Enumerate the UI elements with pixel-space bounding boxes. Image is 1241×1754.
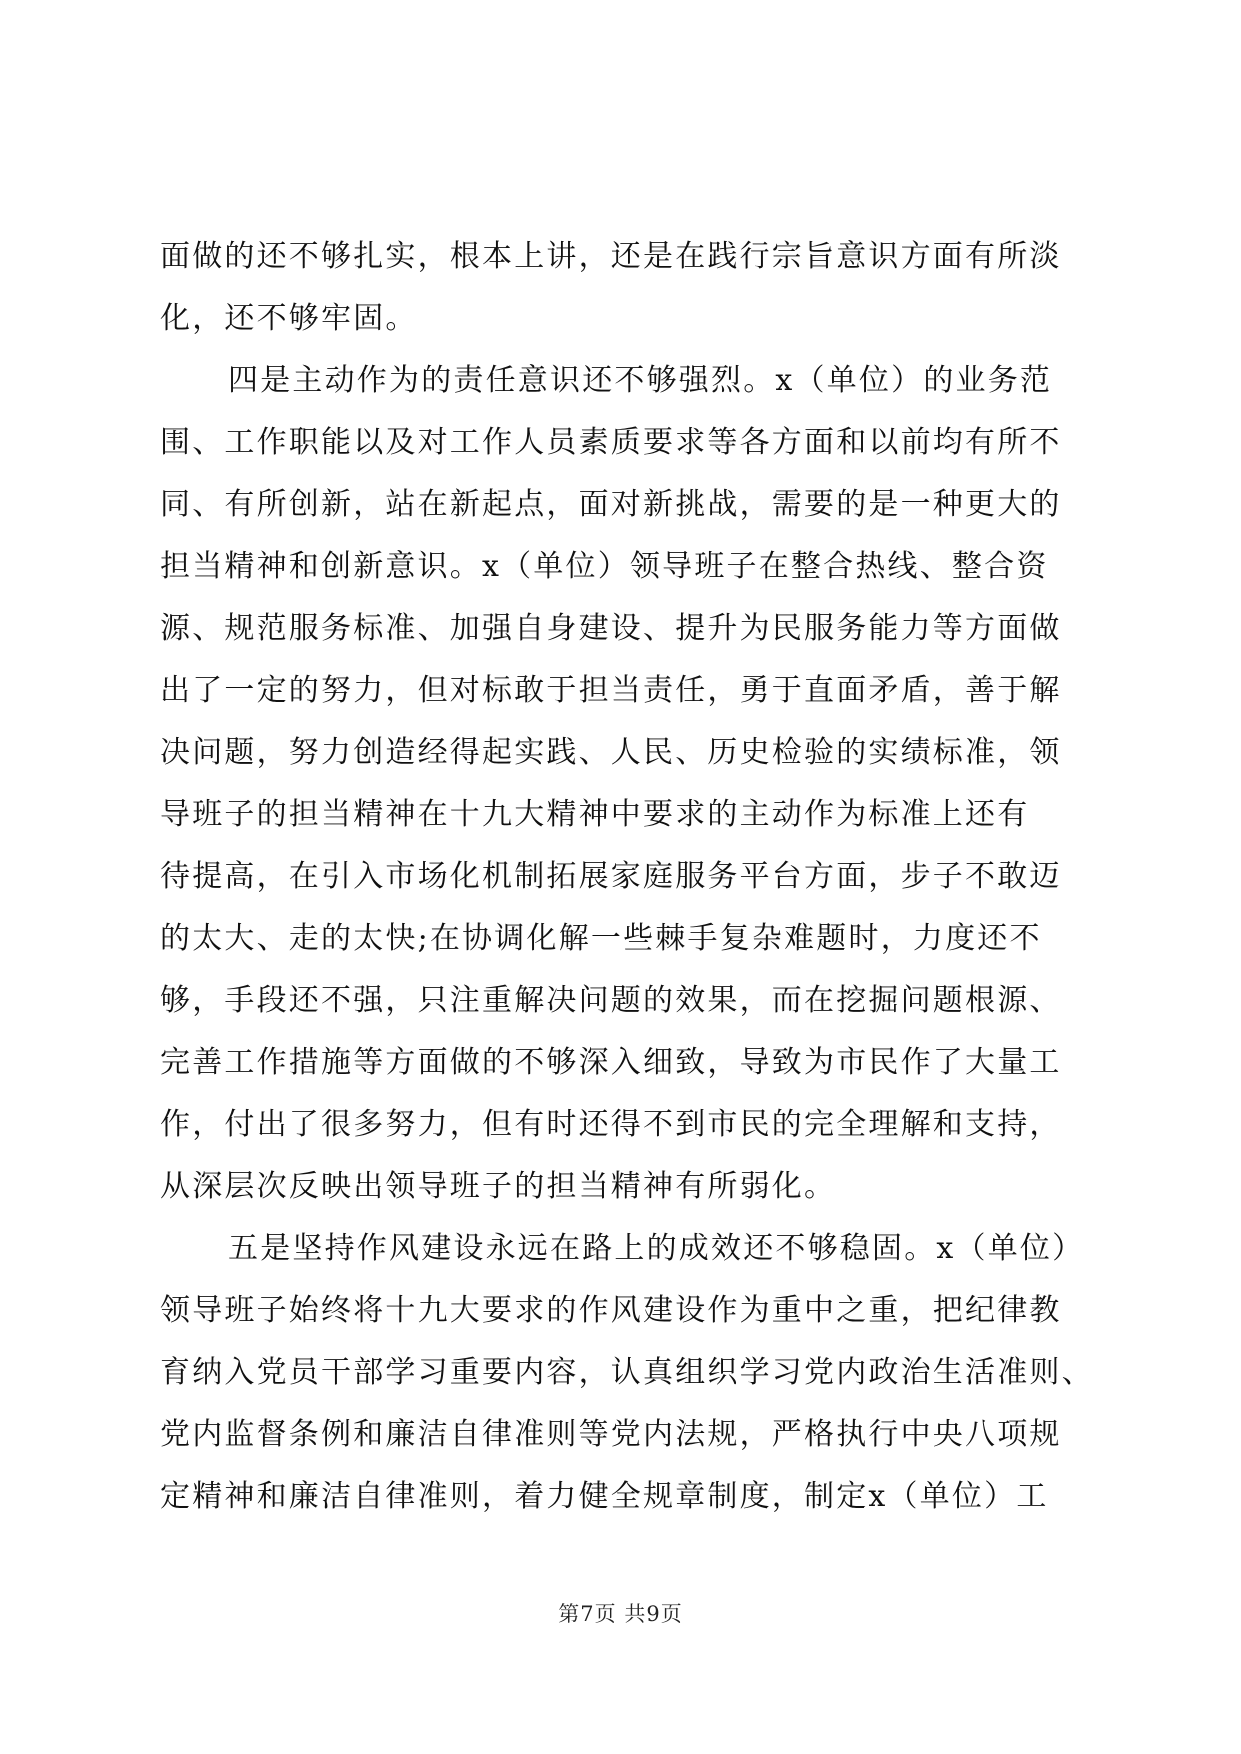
- text-line: 围、工作职能以及对工作人员素质要求等各方面和以前均有所不: [160, 425, 1062, 460]
- page-footer: [0, 1598, 1241, 1628]
- text-line: 作，付出了很多努力，但有时还得不到市民的完全理解和支持，: [160, 1107, 1062, 1142]
- text-line: 出了一定的努力，但对标敢于担当责任，勇于直面矛盾，善于解: [160, 673, 1062, 708]
- text-line: 的太大、走的太快;在协调化解一些棘手复杂难题时，力度还不: [160, 921, 1042, 956]
- text-line: 化，还不够牢固。: [160, 301, 418, 336]
- paragraph-start-line: 四是主动作为的责任意识还不够强烈。x（单位）的业务范: [228, 363, 1053, 398]
- paragraph-start-line: 五是坚持作风建设永远在路上的成效还不够稳固。x（单位）: [228, 1231, 1085, 1266]
- text-line: 待提高，在引入市场化机制拓展家庭服务平台方面，步子不敢迈: [160, 859, 1062, 894]
- text-line: 担当精神和创新意识。x（单位）领导班子在整合热线、整合资: [160, 549, 1049, 584]
- text-line: 同、有所创新，站在新起点，面对新挑战，需要的是一种更大的: [160, 487, 1062, 522]
- text-line: 源、规范服务标准、加强自身建设、提升为民服务能力等方面做: [160, 611, 1062, 646]
- text-line: 从深层次反映出领导班子的担当精神有所弱化。: [160, 1169, 837, 1204]
- text-line: 完善工作措施等方面做的不够深入细致，导致为市民作了大量工: [160, 1045, 1062, 1080]
- text-line: 面做的还不够扎实，根本上讲，还是在践行宗旨意识方面有所淡: [160, 239, 1062, 274]
- text-line: 党内监督条例和廉洁自律准则等党内法规，严格执行中央八项规: [160, 1417, 1062, 1452]
- page-number: 第7页 共9页: [558, 1602, 683, 1626]
- text-line: 育纳入党员干部学习重要内容，认真组织学习党内政治生活准则、: [160, 1355, 1094, 1390]
- text-line: 决问题，努力创造经得起实践、人民、历史检验的实绩标准，领: [160, 735, 1062, 770]
- text-line: 领导班子始终将十九大要求的作风建设作为重中之重，把纪律教: [160, 1293, 1062, 1328]
- document-body: [160, 226, 1094, 1528]
- text-line: 导班子的担当精神在十九大精神中要求的主动作为标准上还有: [160, 797, 1030, 832]
- text-line: 够，手段还不强，只注重解决问题的效果，而在挖掘问题根源、: [160, 983, 1062, 1018]
- text-line: 定精神和廉洁自律准则，着力健全规章制度，制定x（单位）工: [160, 1479, 1049, 1514]
